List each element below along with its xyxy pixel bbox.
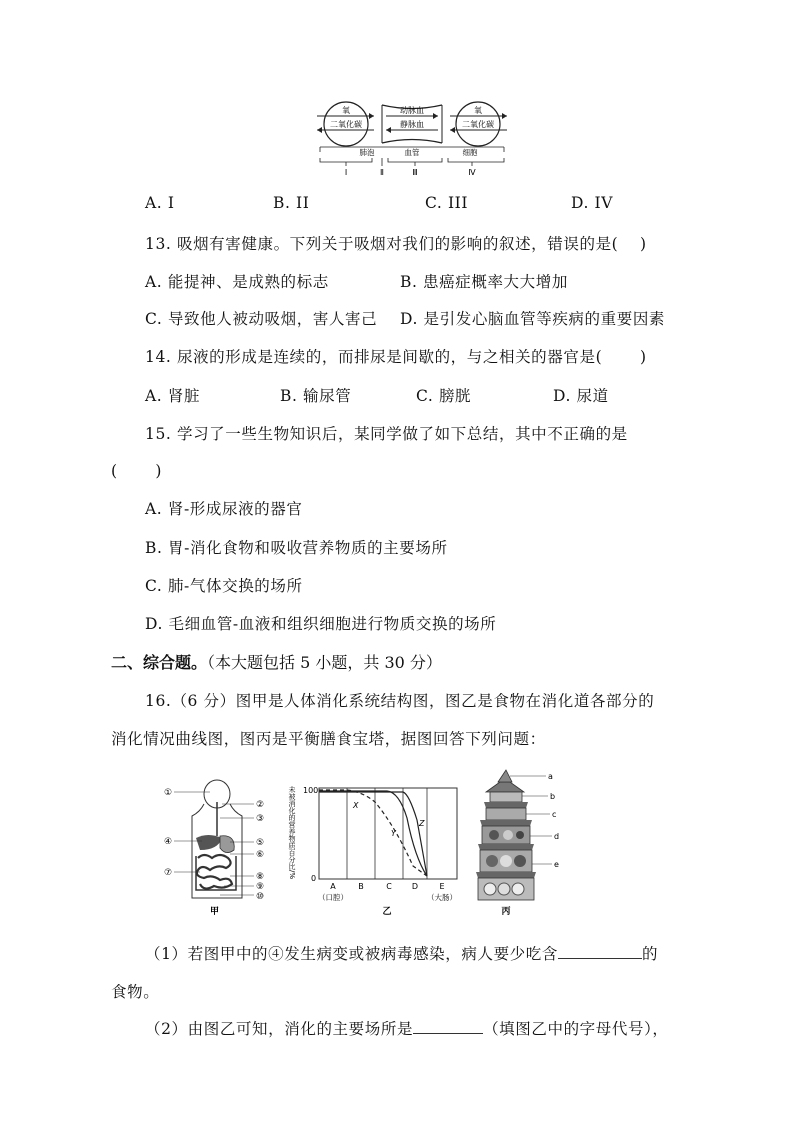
x-label-mouth: （口腔）: [318, 893, 348, 902]
label-9: ⑨: [256, 882, 265, 892]
label-6: ⑥: [256, 850, 265, 860]
level-a: a: [548, 772, 553, 781]
q15-option-d: D. 毛细血管-血液和组织细胞进行物质交换的场所: [145, 615, 497, 633]
arterial-label: 动脉血: [400, 106, 424, 115]
left-oxygen-label: 氧: [342, 106, 350, 115]
curve-x-label: X: [353, 801, 359, 810]
q15-option-c: C. 肺-气体交换的场所: [145, 577, 303, 595]
x-label-b: B: [358, 882, 364, 891]
caption-bing: 丙: [501, 907, 511, 917]
q16-sub2-suffix: （填图乙中的字母代号），: [483, 1020, 669, 1038]
q16-sub1-suffix: 的: [641, 945, 659, 963]
venous-label: 静脉血: [400, 120, 424, 129]
q12-option-b: B. II: [273, 194, 310, 212]
caption-jia: 甲: [210, 907, 220, 917]
y-axis-label: 未被消化的营养物质百分比/%: [288, 786, 296, 880]
figure-yi-digestion-chart: [283, 778, 463, 918]
y-tick-0: 0: [311, 874, 317, 883]
roman-2: Ⅱ: [380, 168, 384, 177]
q16-line-2: 消化情况曲线图，图丙是平衡膳食宝塔，据图回答下列问题：: [111, 730, 546, 748]
q16-line-1: 16.（6 分）图甲是人体消化系统结构图，图乙是食物在消化道各部分的: [145, 692, 655, 710]
q15-stem: 15. 学习了一些生物知识后，某同学做了如下总结，其中不正确的是: [145, 425, 628, 443]
section-title: 二、综合题。: [111, 653, 208, 672]
y-tick-100: 100: [303, 786, 319, 795]
q16-sub1-line: [145, 942, 658, 964]
label-7: ⑦: [164, 868, 173, 878]
q14-option-b: B. 输尿管: [280, 387, 352, 405]
level-e: e: [554, 860, 559, 869]
curve-z-label: Z: [419, 819, 425, 828]
q15-option-a: A. 肾-形成尿液的器官: [145, 500, 303, 518]
q16-sub2-text: （2）由图乙可知，消化的主要场所是: [145, 1020, 414, 1038]
q16-sub1-continued: 食物。: [111, 983, 160, 1001]
caption-yi: 乙: [382, 907, 392, 917]
q14-option-d: D. 尿道: [553, 387, 609, 405]
left-co2-label: 二氧化碳: [330, 120, 362, 129]
figure-jia-digestive-system: [160, 778, 270, 918]
roman-3: Ⅲ: [412, 168, 418, 177]
x-label-a: A: [330, 882, 336, 891]
level-c: c: [552, 810, 557, 819]
x-label-e: E: [439, 882, 445, 891]
q16-sub2-blank[interactable]: [413, 1018, 483, 1034]
q14-option-c: C. 膀胱: [416, 387, 472, 405]
q16-sub1-blank[interactable]: [558, 943, 642, 959]
q16-sub2-line: [145, 1017, 669, 1039]
label-4: ④: [164, 837, 173, 847]
q13-option-d: D. 是引发心脑血管等疾病的重要因素: [400, 310, 666, 328]
cell-label: 细胞: [462, 148, 478, 157]
level-d: d: [554, 832, 560, 841]
q15-answer-paren: ( ): [111, 462, 163, 480]
curve-y-label: Y: [391, 829, 396, 838]
right-oxygen-label: 氧: [474, 106, 482, 115]
q16-sub1-text: （1）若图甲中的④发生病变或被病毒感染，病人要少吃含: [145, 945, 558, 963]
label-8: ⑧: [256, 872, 265, 882]
q13-option-a: A. 能提神、是成熟的标志: [145, 273, 329, 291]
section-note: （本大题包括 5 小题，共 30 分）: [207, 653, 442, 672]
label-5: ⑤: [256, 838, 265, 848]
q13-stem: 13. 吸烟有害健康。下列关于吸烟对我们的影响的叙述，错误的是( ): [145, 235, 647, 253]
roman-4: Ⅳ: [468, 168, 476, 177]
x-label-large-intestine: （大肠）: [427, 893, 457, 902]
right-co2-label: 二氧化碳: [462, 120, 494, 129]
label-3: ③: [256, 814, 265, 824]
q13-option-b: B. 患癌症概率大大增加: [400, 273, 568, 291]
figure-bing-food-pagoda: [476, 766, 566, 918]
q12-option-d: D. IV: [571, 194, 614, 212]
label-10: ⑩: [256, 892, 265, 902]
q13-option-c: C. 导致他人被动吸烟，害人害己: [145, 310, 378, 328]
roman-1: Ⅰ: [344, 168, 348, 177]
gas-exchange-diagram: [312, 100, 512, 180]
alveoli-label: 肺泡: [359, 148, 375, 157]
q14-stem: 14. 尿液的形成是连续的，而排尿是间歇的，与之相关的器官是( ): [145, 348, 647, 366]
x-label-c: C: [386, 882, 392, 891]
label-1: ①: [164, 788, 173, 798]
q15-option-b: B. 胃-消化食物和吸收营养物质的主要场所: [145, 539, 448, 557]
level-b: b: [550, 792, 556, 801]
q14-option-a: A. 肾脏: [145, 387, 201, 405]
q12-option-a: A. I: [145, 194, 175, 212]
x-label-d: D: [411, 882, 419, 891]
q12-option-c: C. III: [425, 194, 469, 212]
label-2: ②: [256, 800, 265, 810]
vessel-label: 血管: [404, 148, 420, 157]
section-heading: [111, 650, 442, 673]
